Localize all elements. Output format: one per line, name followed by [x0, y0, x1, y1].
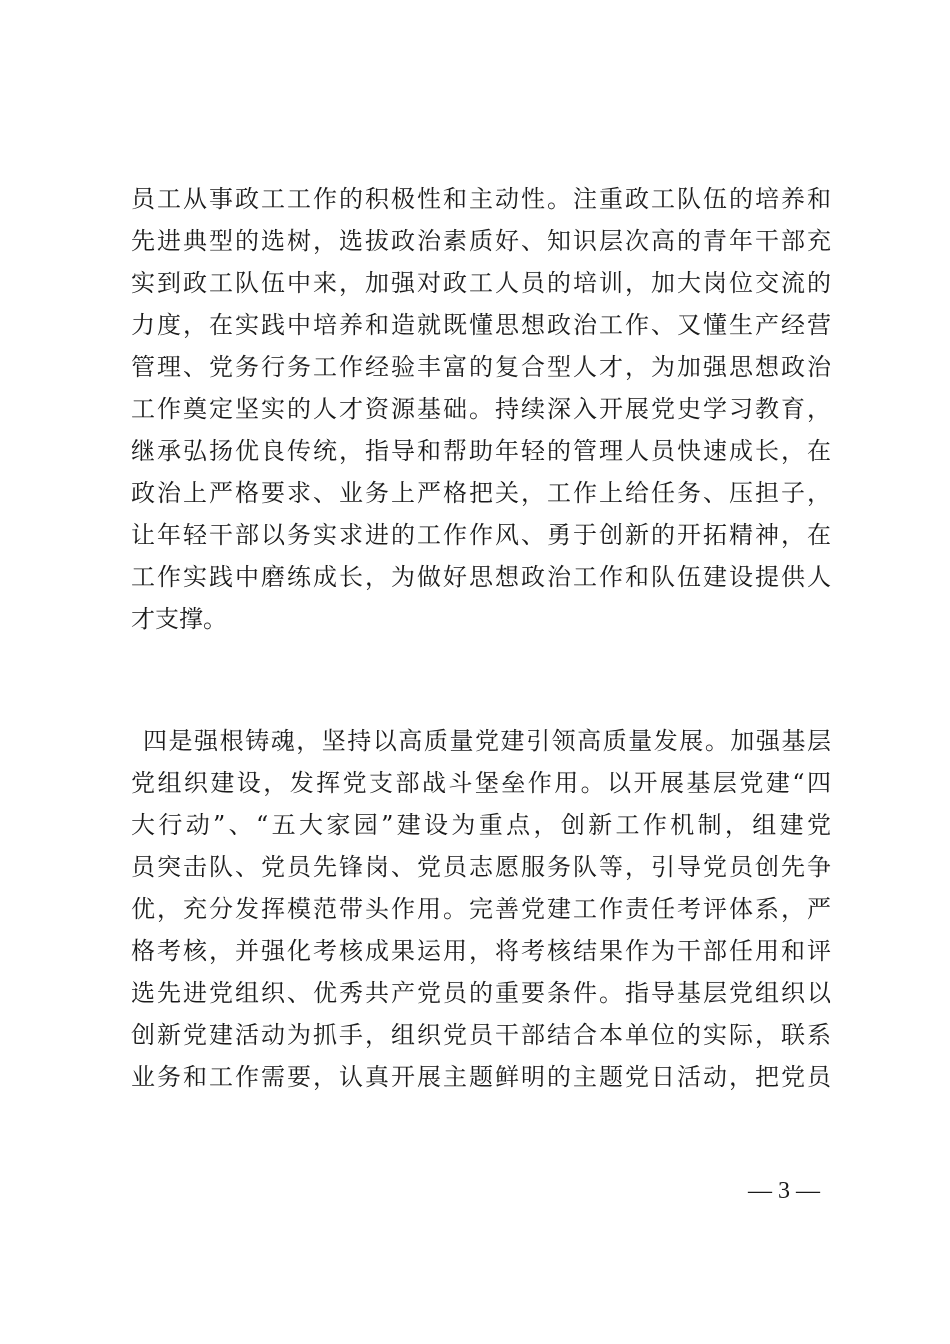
text-line: 员工从事政工工作的积极性和主动性。注重政工队伍的培养和: [131, 185, 831, 213]
text-line: 才支撑。: [131, 605, 227, 633]
text-line: 继承弘扬优良传统，指导和帮助年轻的管理人员快速成长，在: [131, 437, 831, 465]
text-line: 让年轻干部以务实求进的工作作风、勇于创新的开拓精神，在: [131, 521, 831, 549]
page-number: — 3 —: [748, 1178, 820, 1204]
text-line: 管理、党务行务工作经验丰富的复合型人才，为加强思想政治: [131, 353, 831, 381]
text-line: 选先进党组织、优秀共产党员的重要条件。指导基层党组织以: [131, 979, 831, 1007]
text-line: 大行动”、“五大家园”建设为重点，创新工作机制，组建党: [131, 811, 831, 839]
text-line: 工作实践中磨练成长，为做好思想政治工作和队伍建设提供人: [131, 563, 831, 591]
text-line: 创新党建活动为抓手，组织党员干部结合本单位的实际，联系: [131, 1021, 831, 1049]
text-line: 政治上严格要求、业务上严格把关，工作上给任务、压担子，: [131, 479, 831, 507]
text-line: 力度，在实践中培养和造就既懂思想政治工作、又懂生产经营: [131, 311, 831, 339]
text-line: 实到政工队伍中来，加强对政工人员的培训，加大岗位交流的: [131, 269, 831, 297]
paragraph-political-work-talent: [131, 178, 831, 640]
text-line: 员突击队、党员先锋岗、党员志愿服务队等，引导党员创先争: [131, 853, 831, 881]
text-line: 格考核，并强化考核成果运用，将考核结果作为干部任用和评: [131, 937, 831, 965]
text-line: 业务和工作需要，认真开展主题鲜明的主题党日活动，把党员: [131, 1063, 831, 1091]
text-line: 先进典型的选树，选拔政治素质好、知识层次高的青年干部充: [131, 227, 831, 255]
text-line: 工作奠定坚实的人才资源基础。持续深入开展党史学习教育，: [131, 395, 831, 423]
text-line: 党组织建设，发挥党支部战斗堡垒作用。以开展基层党建“四: [131, 769, 831, 797]
paragraph-party-building: [131, 720, 831, 1098]
text-line: 优，充分发挥模范带头作用。完善党建工作责任考评体系，严: [131, 895, 831, 923]
text-line: 四是强根铸魂，坚持以高质量党建引领高质量发展。加强基层: [143, 727, 831, 755]
